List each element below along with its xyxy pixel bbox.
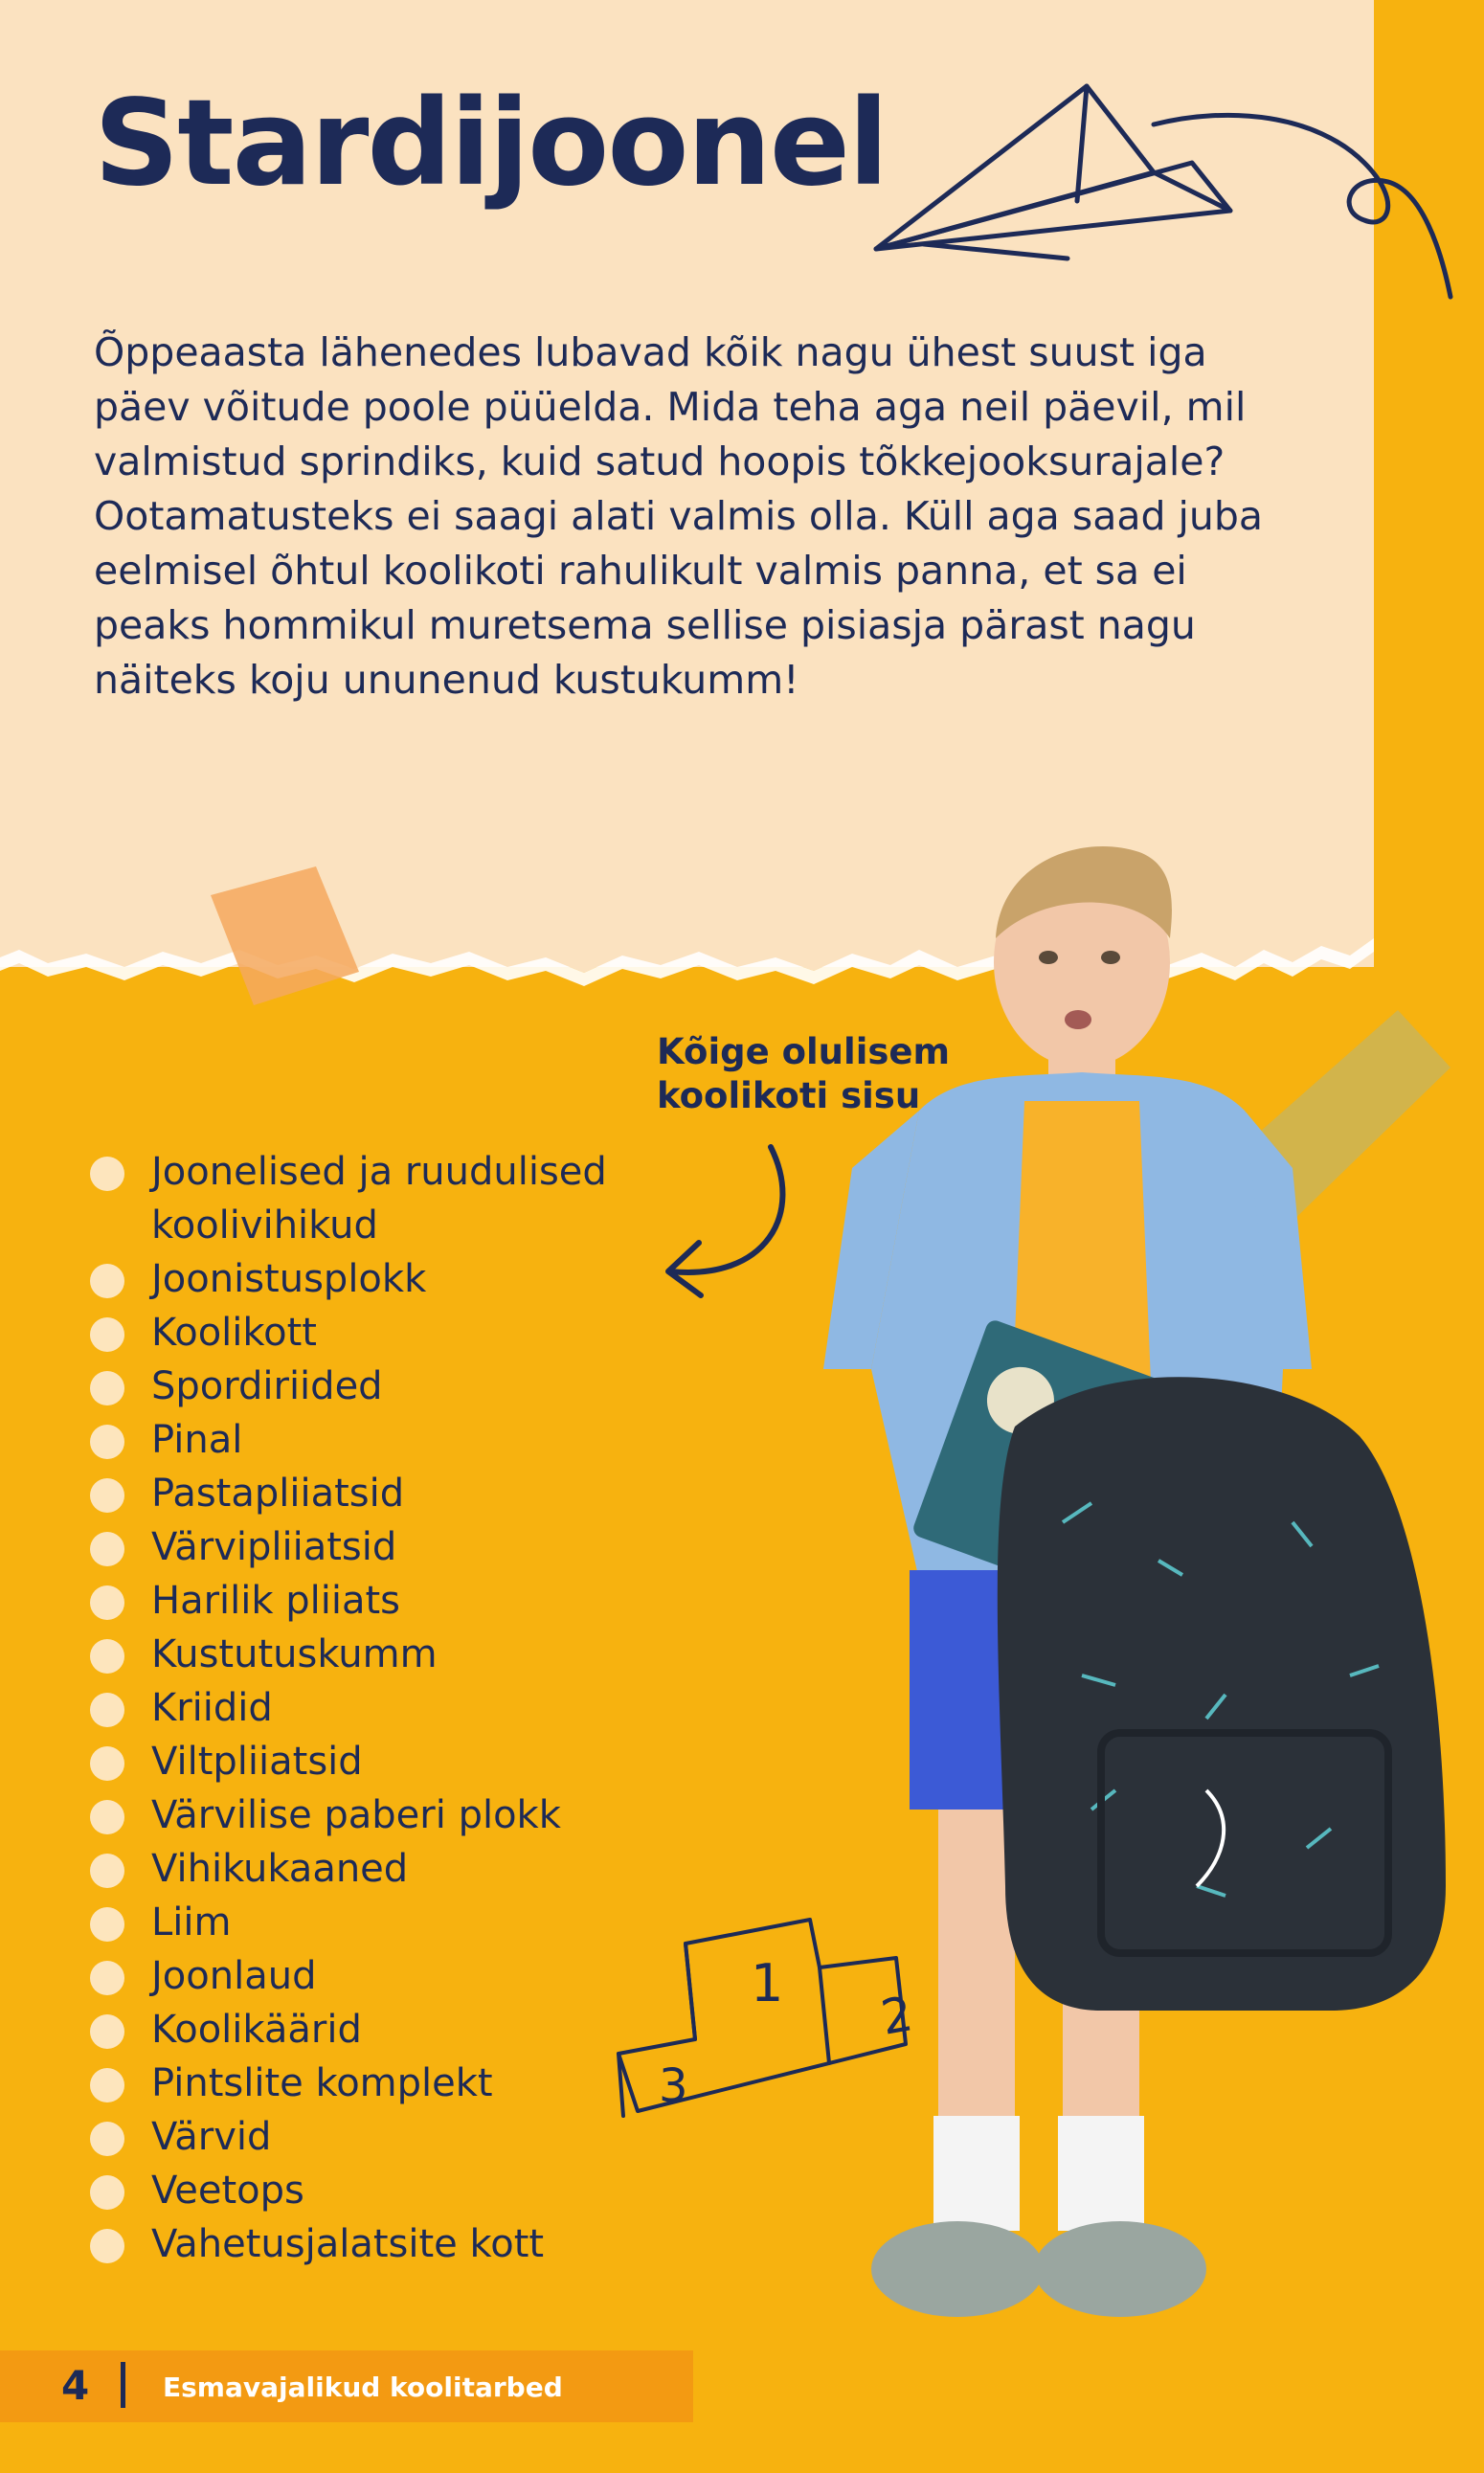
bullet-dot-icon [90, 1317, 124, 1352]
bullet-dot-icon [90, 1264, 124, 1298]
list-item-label: Joonelised ja ruudulised koolivihikud [151, 1150, 607, 1248]
bullet-dot-icon [90, 1639, 124, 1674]
intro-text [94, 326, 1291, 708]
paper-plane-doodle [866, 77, 1460, 326]
list-item [88, 1467, 726, 1520]
list-item [88, 1788, 726, 1842]
list-item-label: Viltpliiatsid [151, 1740, 363, 1784]
list-item-label: Veetops [151, 2169, 304, 2213]
bullet-dot-icon [90, 1693, 124, 1727]
podium-number: 3 [659, 2059, 688, 2113]
page-number: 4 [61, 2362, 90, 2409]
list-item-label: Liim [151, 1900, 232, 1945]
boy-with-backpack-photo [795, 833, 1465, 2355]
list-item-label: Kustutuskumm [151, 1632, 438, 1676]
list-item [88, 1413, 726, 1467]
checklist-callout: Kõige olulisem koolikoti sisu [657, 1031, 951, 1116]
bullet-dot-icon [90, 2175, 124, 2210]
list-item-label: Värvilise paberi plokk [151, 1793, 561, 1837]
bullet-dot-icon [90, 1961, 124, 1995]
podium-number: 1 [751, 1953, 784, 2013]
bullet-dot-icon [90, 1800, 124, 1834]
list-item [88, 1306, 726, 1360]
list-item-label: Koolikott [151, 1311, 317, 1355]
intro-paragraph: Ootamatusteks ei saagi alati valmis olla. Küll aga saad juba eelmisel õhtul koolikoti rahulikult valmis panna, et sa ei peaks hommikul muretsema sellise pisiasja pärast nagu näiteks koju ununenud kustukumm! [94, 493, 1264, 703]
list-item-label: Pintslite komplekt [151, 2061, 493, 2105]
bullet-dot-icon [90, 2229, 124, 2263]
bullet-dot-icon [90, 1425, 124, 1459]
list-item-label: Harilik pliiats [151, 1579, 401, 1623]
list-item [88, 1842, 726, 1896]
bullet-dot-icon [90, 1371, 124, 1405]
bullet-dot-icon [90, 1478, 124, 1513]
divider [121, 2362, 125, 2408]
bullet-dot-icon [90, 2122, 124, 2156]
bullet-dot-icon [90, 1157, 124, 1191]
list-item-label: Vahetusjalatsite kott [151, 2222, 545, 2266]
bullet-dot-icon [90, 2068, 124, 2102]
list-item [88, 1681, 726, 1735]
list-item [88, 1145, 726, 1252]
list-item-label: Värvid [151, 2115, 272, 2159]
list-item [88, 1360, 726, 1413]
bullet-dot-icon [90, 2014, 124, 2049]
list-item [88, 2217, 726, 2271]
list-item [88, 2164, 726, 2217]
footer-bar [0, 2350, 693, 2422]
bullet-dot-icon [90, 1746, 124, 1781]
intro-paragraph: Õppeaasta lähenedes lubavad kõik nagu ühest suust iga päev võitude poole püüelda. Mida teha aga neil päevil, mil valmistud sprindiks, kuid satud hoopis tõkkejooksurajale? [94, 329, 1247, 484]
podium-number: 2 [877, 1986, 917, 2046]
list-item-label: Vihikukaaned [151, 1847, 409, 1891]
bullet-dot-icon [90, 1854, 124, 1888]
list-item-label: Pinal [151, 1418, 243, 1462]
bullet-dot-icon [90, 1907, 124, 1942]
list-item-label: Kriidid [151, 1686, 273, 1730]
list-item [88, 1520, 726, 1574]
list-item-label: Spordiriided [151, 1364, 383, 1408]
tape-decoration [201, 866, 364, 1010]
list-item [88, 1574, 726, 1628]
list-item-label: Värvipliiatsid [151, 1525, 397, 1569]
section-label: Esmavajalikud koolitarbed [163, 2372, 563, 2403]
page-title: Stardijoonel [94, 75, 888, 213]
list-item-label: Pastapliiatsid [151, 1472, 405, 1516]
list-item-label: Joonlaud [151, 1954, 317, 1998]
bullet-dot-icon [90, 1585, 124, 1620]
list-item-label: Koolikäärid [151, 2008, 362, 2052]
list-item [88, 1735, 726, 1788]
bullet-dot-icon [90, 1532, 124, 1566]
list-item-label: Joonistusplokk [151, 1257, 427, 1301]
list-item [88, 1628, 726, 1681]
list-item [88, 1252, 726, 1306]
